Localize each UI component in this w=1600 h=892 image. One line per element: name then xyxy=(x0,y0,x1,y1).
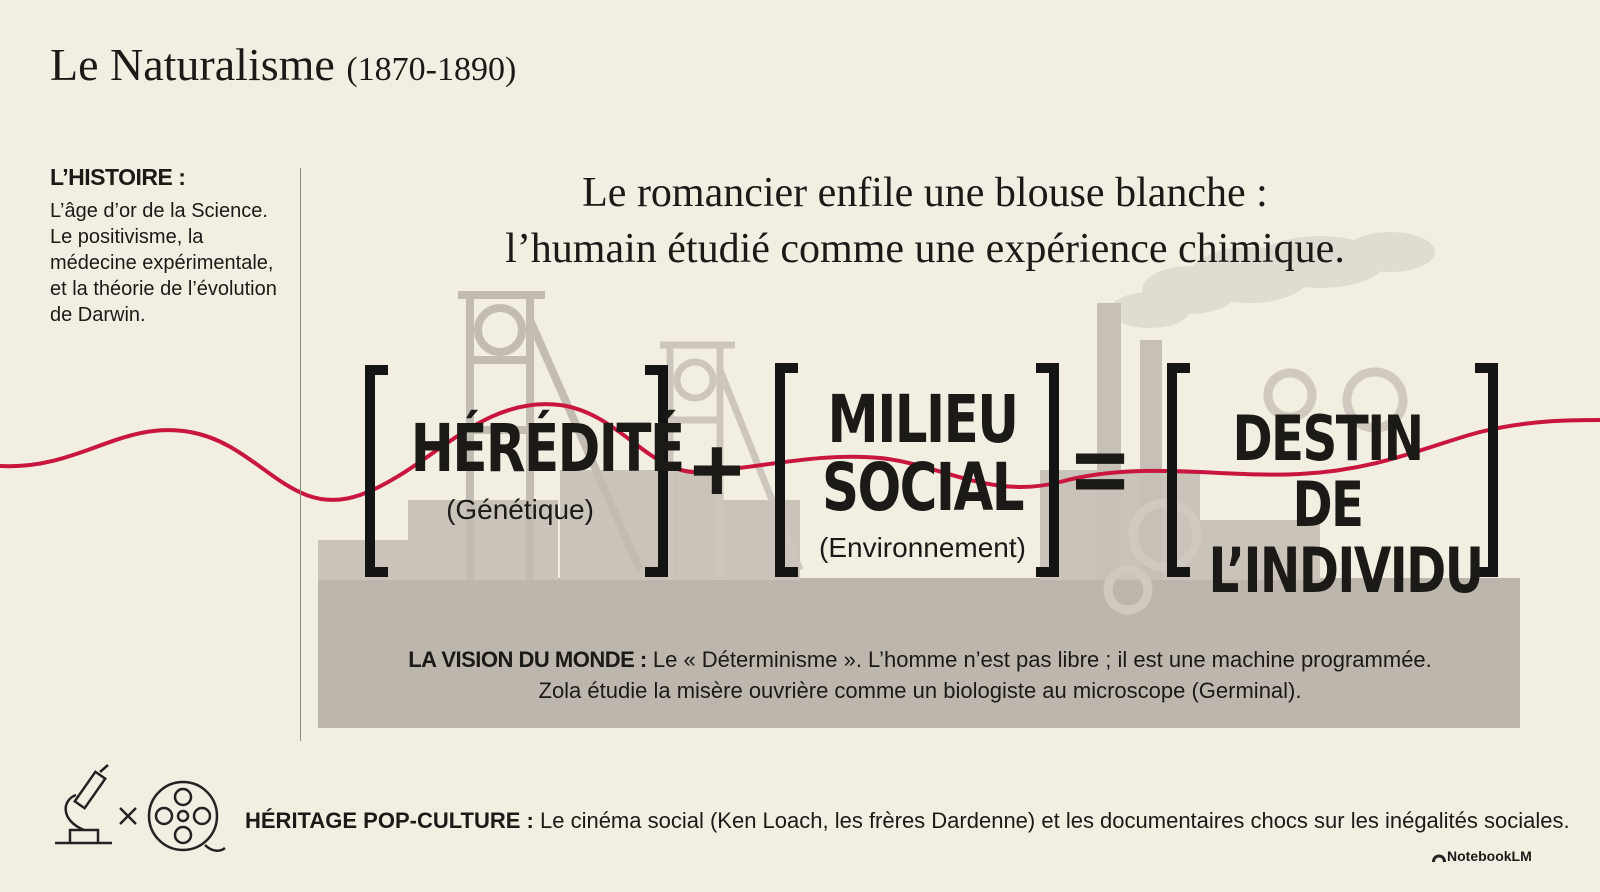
term-milieu-social: MILIEU SOCIAL xyxy=(821,381,1024,526)
headline-line2: l’humain étudié comme une expérience chimique. xyxy=(505,226,1345,272)
term-heredite: HÉRÉDITÉ xyxy=(410,410,684,487)
vision-text1: Le « Déterminisme ». L’homme n’est pas libre ; il est une machine programmée. xyxy=(652,647,1432,672)
times-icon xyxy=(120,808,136,824)
plus-sign: + xyxy=(690,419,744,521)
vision-block xyxy=(320,644,1520,706)
history-text: L’âge d’or de la Science. Le positivisme, la médecine expérimentale, et la théorie de l’évolution de Darwin. xyxy=(50,200,277,326)
page-title xyxy=(50,38,516,91)
vision-text2: Zola étudie la misère ouvrière comme un biologiste au microscope (Germinal). xyxy=(538,678,1302,703)
film-reel-icon xyxy=(149,782,225,851)
notebooklm-logo-icon xyxy=(1432,855,1446,863)
brand-label: NotebookLM xyxy=(1447,848,1532,864)
term-heredite-sub: (Génétique) xyxy=(446,494,594,525)
headline-line1: Le romancier enfile une blouse blanche : xyxy=(582,170,1268,216)
divider xyxy=(300,168,301,741)
microscope-icon xyxy=(55,765,112,843)
legacy-block xyxy=(245,808,1570,834)
legacy-label: HÉRITAGE POP-CULTURE : xyxy=(245,808,534,833)
title-main: Le Naturalisme xyxy=(50,39,335,90)
equals-sign: = xyxy=(1072,417,1129,524)
legacy-text: Le cinéma social (Ken Loach, les frères Dardenne) et les documentaires chocs sur les inégalités sociales. xyxy=(539,808,1570,833)
vision-label: LA VISION DU MONDE : xyxy=(408,647,647,672)
headline xyxy=(320,165,1530,277)
history-label: L’HISTOIRE : xyxy=(50,164,186,190)
term-milieu-social-sub: (Environnement) xyxy=(819,532,1026,563)
term-destin: DESTIN DE L’INDIVIDU xyxy=(1208,402,1483,607)
title-years: (1870-1890) xyxy=(346,51,517,88)
